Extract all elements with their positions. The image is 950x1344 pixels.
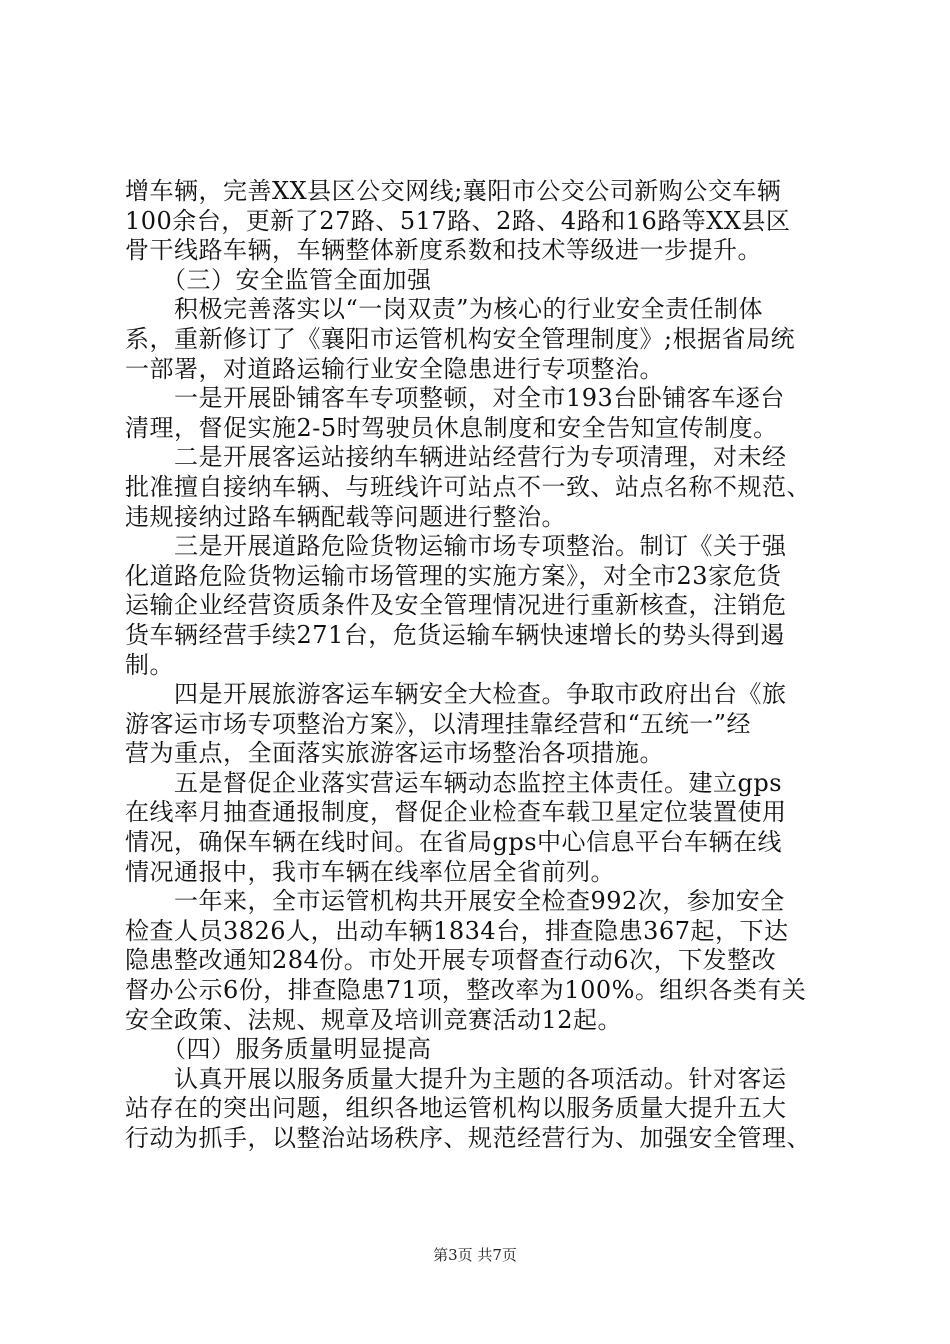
text-line: 运输企业经营资质条件及安全管理情况进行重新核查，注销危 <box>125 591 787 620</box>
text-line: 100余台，更新了27路、517路、2路、4路和16路等XX县区 <box>125 206 791 235</box>
text-line: 站存在的突出问题，组织各地运管机构以服务质量大提升五大 <box>125 1094 787 1123</box>
text-line: 行动为抓手，以整治站场秩序、规范经营行为、加强安全管理、 <box>125 1124 811 1152</box>
text-line: 情况，确保车辆在线时间。在省局gps中心信息平台车辆在线 <box>125 828 783 857</box>
text-line: 制。 <box>125 650 174 679</box>
text-line: 督办公示6份，排查隐患71项，整改率为100%。组织各类有关 <box>125 976 807 1005</box>
text-line: 五是督促企业落实营运车辆动态监控主体责任。建立gps <box>125 768 783 797</box>
text-line: 认真开展以服务质量大提升为主题的各项活动。针对客运 <box>125 1064 787 1093</box>
text-line: 一部署，对道路运输行业安全隐患进行专项整治。 <box>125 354 664 383</box>
text-line: 营为重点，全面落实旅游客运市场整治各项措施。 <box>125 739 664 768</box>
text-line: 一是开展卧铺客车专项整顿，对全市193台卧铺客车逐台 <box>125 384 785 413</box>
text-line: 三是开展道路危险货物运输市场专项整治。制订《关于强 <box>125 532 787 561</box>
text-line: 一年来，全市运管机构共开展安全检查992次，参加安全 <box>125 887 785 916</box>
text-line: 二是开展客运站接纳车辆进站经营行为专项清理，对未经 <box>125 443 787 472</box>
text-line: 积极完善落实以“一岗双责”为核心的行业安全责任制体 <box>125 295 764 324</box>
text-line: 在线率月抽查通报制度，督促企业检查车载卫星定位装置使用 <box>125 798 787 827</box>
section-heading: （四）服务质量明显提高 <box>125 1035 432 1064</box>
text-line: 化道路危险货物运输市场管理的实施方案》，对全市23家危货 <box>125 561 782 590</box>
text-line: 隐患整改通知284份。市处开展专项督查行动6次，下发整改 <box>125 946 777 975</box>
text-line: 系，重新修订了《襄阳市运管机构安全管理制度》;根据省局统 <box>125 324 796 353</box>
text-line: 违规接纳过路车辆配载等问题进行整治。 <box>125 502 566 531</box>
page-number-footer: 第3页 共7页 <box>433 1246 517 1264</box>
text-line: 增车辆，完善XX县区公交网线;襄阳市公交公司新购公交车辆 <box>125 177 782 205</box>
text-line: 情况通报中，我市车辆在线率位居全省前列。 <box>125 857 615 886</box>
text-line: 货车辆经营手续271台，危货运输车辆快速增长的势头得到遏 <box>125 620 785 649</box>
text-line: 检查人员3826人，出动车辆1834台，排查隐患367起，下达 <box>125 916 789 945</box>
text-line: 四是开展旅游客运车辆安全大检查。争取市政府出台《旅 <box>125 680 787 709</box>
text-line: 安全政策、法规、规章及培训竞赛活动12起。 <box>125 1005 623 1034</box>
document-body <box>125 177 831 1154</box>
section-heading: （三）安全监管全面加强 <box>125 265 432 294</box>
text-line: 骨干线路车辆，车辆整体新度系数和技术等级进一步提升。 <box>125 236 762 265</box>
text-line: 清理，督促实施2-5时驾驶员休息制度和安全告知宣传制度。 <box>125 413 778 442</box>
text-line: 批准擅自接纳车辆、与班线许可站点不一致、站点名称不规范、 <box>125 472 811 501</box>
text-line: 游客运市场专项整治方案》，以清理挂靠经营和“五统一”经 <box>125 709 752 738</box>
